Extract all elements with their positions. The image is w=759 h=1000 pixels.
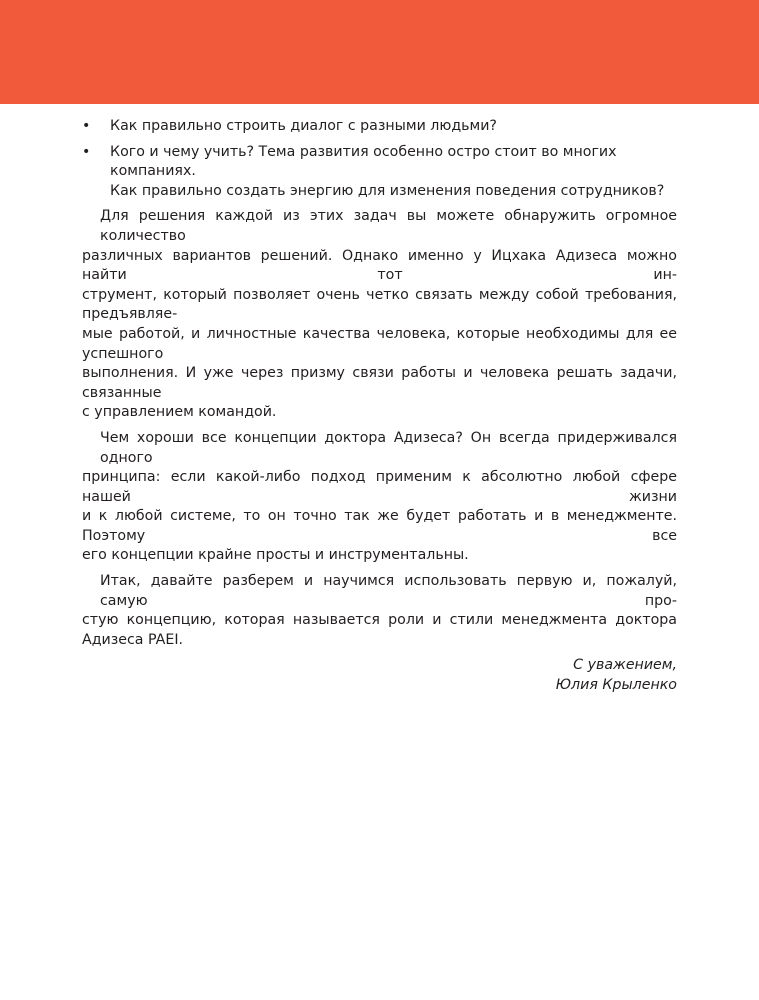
bullet-marker: • <box>82 143 91 160</box>
signature-author: Юлия Крыленко <box>555 677 677 694</box>
paragraph-line: стую концепцию, которая называется роли и стили менеджмента доктора Адизеса PAEI. <box>82 612 677 648</box>
bullet-marker: • <box>82 118 91 134</box>
signature-greeting: С уважением, <box>573 657 677 674</box>
bullet-line: Кого и чему учить? Тема развития особенно остро стоит во многих компаниях. <box>110 143 617 180</box>
paragraph-line: мые работой, и личностные качества человека, которые необходимы для ее успешного <box>82 325 677 362</box>
paragraph-line: различных вариантов решений. Однако именно у Ицхака Адизеса можно найти тот ин- <box>82 247 677 284</box>
paragraph-line: Для решения каждой из этих задач вы можете обнаружить огромное количество <box>100 208 677 244</box>
header-band <box>0 0 759 104</box>
paragraph-line: и к любой системе, то он точно так же будет работать и в менеджменте. Поэтому все <box>82 508 677 544</box>
paragraph-line: Итак, давайте разберем и научимся использовать первую и, пожалуй, самую про- <box>100 573 677 609</box>
paragraph-line: с управлением командой. <box>82 404 277 421</box>
paragraph-line: его концепции крайне просты и инструментальны. <box>82 547 469 564</box>
bullet-list <box>82 117 677 201</box>
bullet-item-2 <box>82 143 677 202</box>
bullet-line: Как правильно строить диалог с разными людьми? <box>110 118 497 134</box>
paragraph-line: принципа: если какой-либо подход применим к абсолютно любой сфере нашей жизни <box>82 469 677 505</box>
paragraph-3 <box>82 572 677 650</box>
paragraph-1 <box>82 207 677 423</box>
page-content <box>82 117 677 696</box>
paragraph-2 <box>82 429 677 566</box>
bullet-item-1 <box>82 117 677 137</box>
paragraph-line: Чем хороши все концепции доктора Адизеса? Он всегда придерживался одного <box>100 429 677 466</box>
paragraph-line: струмент, который позволяет очень четко связать между собой требования, предъявляе- <box>82 286 677 323</box>
bullet-line: Как правильно создать энергию для изменения поведения сотрудников? <box>110 182 665 199</box>
paragraph-line: выполнения. И уже через призму связи работы и человека решать задачи, связанные <box>82 365 677 401</box>
signature <box>82 656 677 695</box>
